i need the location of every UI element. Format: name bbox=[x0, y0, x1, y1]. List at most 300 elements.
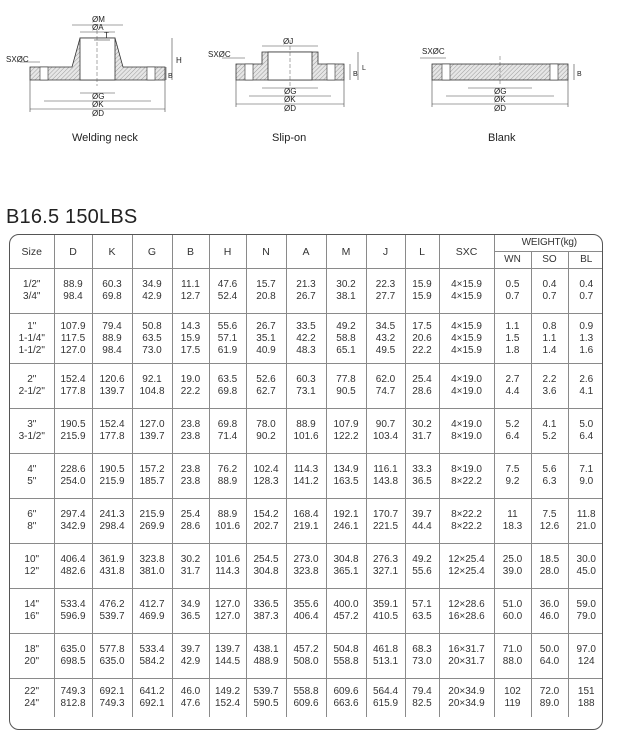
table-cell bbox=[246, 314, 286, 364]
cell-value: 31.7 bbox=[180, 566, 201, 577]
cell-value: 2.7 bbox=[505, 374, 520, 385]
cell-value: 79.4 bbox=[412, 685, 432, 697]
cell-value: 144.5 bbox=[214, 656, 241, 667]
cell-value: 635.0 bbox=[99, 656, 125, 667]
cell-value: 1-1/4" bbox=[18, 332, 45, 344]
table-cell bbox=[568, 269, 603, 314]
blank-drawing bbox=[420, 47, 582, 113]
cell-value: 5.2 bbox=[542, 431, 557, 442]
cell-value: 103.4 bbox=[372, 431, 399, 442]
cell-value: 609.6 bbox=[333, 685, 359, 697]
cell-value: 4×19.0 bbox=[451, 374, 482, 385]
table-cell bbox=[494, 314, 531, 364]
cell-value: 0.7 bbox=[542, 291, 557, 302]
table-cell bbox=[326, 679, 366, 717]
cell-value: 323.8 bbox=[293, 566, 319, 577]
cell-value: 16×28.6 bbox=[448, 611, 485, 622]
cell-value: 22.2 bbox=[180, 386, 201, 397]
table-cell bbox=[54, 269, 92, 314]
table-cell bbox=[531, 634, 568, 679]
cell-value: 7.5 bbox=[542, 509, 557, 520]
size-cell bbox=[10, 499, 54, 544]
cell-value: 609.6 bbox=[293, 697, 319, 709]
cell-value: 43.2 bbox=[375, 332, 396, 344]
table-cell bbox=[92, 499, 132, 544]
table-cell bbox=[92, 454, 132, 499]
table-cell bbox=[366, 634, 405, 679]
table-cell bbox=[54, 544, 92, 589]
table-cell bbox=[439, 679, 494, 717]
welding-neck-caption: Welding neck bbox=[72, 132, 138, 144]
cell-value: 36.0 bbox=[539, 599, 560, 610]
table-cell bbox=[172, 679, 209, 717]
cell-value: 2-1/2" bbox=[18, 386, 45, 397]
table-row bbox=[10, 269, 603, 314]
bl-label-b: B bbox=[577, 71, 582, 78]
cell-value: 192.1 bbox=[333, 509, 359, 520]
cell-value: 5.6 bbox=[542, 464, 557, 475]
table-cell bbox=[246, 269, 286, 314]
cell-value: 139.7 bbox=[214, 644, 241, 655]
cell-value: 22.3 bbox=[375, 279, 396, 290]
table-cell bbox=[246, 409, 286, 454]
cell-value: 5.0 bbox=[579, 419, 594, 430]
cell-value: 215.9 bbox=[60, 431, 86, 442]
table-cell bbox=[172, 269, 209, 314]
cell-value: 1.4 bbox=[542, 344, 557, 356]
table-cell bbox=[531, 314, 568, 364]
table-cell bbox=[405, 269, 439, 314]
table-cell bbox=[326, 634, 366, 679]
cell-value: 0.9 bbox=[579, 320, 594, 332]
cell-value: 73.1 bbox=[296, 386, 316, 397]
cell-value: 63.5 bbox=[217, 374, 238, 385]
cell-value: 72.0 bbox=[539, 685, 560, 697]
cell-value: 2.6 bbox=[579, 374, 594, 385]
cell-value: 4×19.0 bbox=[451, 386, 482, 397]
table-cell bbox=[326, 544, 366, 589]
cell-value: 104.8 bbox=[139, 386, 165, 397]
cell-value: 52.6 bbox=[256, 374, 276, 385]
cell-value: 63.5 bbox=[412, 611, 432, 622]
so-label-k: ØK bbox=[284, 95, 296, 104]
table-cell bbox=[132, 634, 172, 679]
cell-value: 381.0 bbox=[139, 566, 165, 577]
cell-value: 359.1 bbox=[372, 599, 399, 610]
cell-value: 101.6 bbox=[293, 431, 319, 442]
column-header: H bbox=[209, 235, 246, 269]
cell-value: 269.9 bbox=[139, 521, 165, 532]
cell-value: 20.8 bbox=[256, 291, 276, 302]
table-cell bbox=[366, 314, 405, 364]
cell-value: 564.4 bbox=[372, 685, 399, 697]
table-cell bbox=[531, 454, 568, 499]
table-cell bbox=[172, 409, 209, 454]
cell-value: 336.5 bbox=[253, 599, 279, 610]
cell-value: 1-1/2" bbox=[18, 344, 45, 356]
cell-value: 79.4 bbox=[102, 320, 122, 332]
table-cell bbox=[246, 364, 286, 409]
cell-value: 8×22.2 bbox=[451, 509, 482, 520]
cell-value: 45.0 bbox=[576, 566, 596, 577]
table-cell bbox=[92, 544, 132, 589]
cell-value: 15.9 bbox=[180, 332, 201, 344]
cell-value: 34.9 bbox=[180, 599, 201, 610]
cell-value: 23.8 bbox=[180, 419, 201, 430]
cell-value: 361.9 bbox=[99, 554, 125, 565]
table-cell bbox=[405, 364, 439, 409]
cell-value: 1.1 bbox=[505, 320, 520, 332]
table-cell bbox=[286, 314, 326, 364]
size-cell bbox=[10, 409, 54, 454]
cell-value: 177.8 bbox=[60, 386, 86, 397]
cell-value: 4×19.0 bbox=[451, 419, 482, 430]
cell-value: 102.4 bbox=[253, 464, 279, 475]
cell-value: 16" bbox=[24, 611, 40, 622]
cell-value: 4×15.9 bbox=[451, 332, 482, 344]
slip-on-drawing bbox=[208, 37, 366, 113]
size-cell bbox=[10, 364, 54, 409]
table-cell bbox=[494, 454, 531, 499]
table-cell bbox=[132, 409, 172, 454]
table-cell bbox=[326, 499, 366, 544]
cell-value: 65.1 bbox=[336, 344, 356, 356]
table-cell bbox=[405, 589, 439, 634]
cell-value: 88.9 bbox=[217, 476, 238, 487]
cell-value: 42.2 bbox=[296, 332, 316, 344]
cell-value: 1.3 bbox=[579, 332, 594, 344]
table-row bbox=[10, 314, 603, 364]
cell-value: 28.0 bbox=[539, 566, 560, 577]
cell-value: 71.0 bbox=[502, 644, 523, 655]
cell-value: 663.6 bbox=[333, 697, 359, 709]
cell-value: 190.5 bbox=[60, 419, 86, 430]
cell-value: 8" bbox=[27, 521, 37, 532]
cell-value: 254.0 bbox=[60, 476, 86, 487]
cell-value: 20.6 bbox=[412, 332, 432, 344]
column-header: K bbox=[92, 235, 132, 269]
cell-value: 4×15.9 bbox=[451, 320, 482, 332]
wn-label-m: ØM bbox=[92, 15, 105, 24]
column-header: Size bbox=[10, 235, 54, 269]
cell-value: 114.3 bbox=[215, 566, 240, 577]
cell-value: 17.5 bbox=[412, 320, 432, 332]
table-cell bbox=[494, 634, 531, 679]
weight-subheader: SO bbox=[531, 252, 568, 269]
table-cell bbox=[494, 544, 531, 589]
cell-value: 36.5 bbox=[180, 611, 201, 622]
table-cell bbox=[286, 679, 326, 717]
size-cell bbox=[10, 454, 54, 499]
wn-label-a: ØA bbox=[92, 23, 104, 32]
cell-value: 92.1 bbox=[142, 374, 162, 385]
cell-value: 168.4 bbox=[293, 509, 319, 520]
cell-value: 101.6 bbox=[214, 521, 241, 532]
cell-value: 412.7 bbox=[139, 599, 165, 610]
cell-value: 116.1 bbox=[373, 464, 398, 475]
table-cell bbox=[326, 314, 366, 364]
cell-value: 34.5 bbox=[375, 320, 396, 332]
so-label-l: L bbox=[362, 65, 366, 72]
cell-value: 202.7 bbox=[253, 521, 279, 532]
table-cell bbox=[92, 269, 132, 314]
cell-value: 143.8 bbox=[372, 476, 399, 487]
column-header: D bbox=[54, 235, 92, 269]
cell-value: 410.5 bbox=[372, 611, 399, 622]
cell-value: 10" bbox=[24, 554, 40, 565]
table-cell bbox=[405, 314, 439, 364]
cell-value: 254.5 bbox=[253, 554, 279, 565]
table-cell bbox=[405, 409, 439, 454]
table-cell bbox=[568, 634, 603, 679]
table-cell bbox=[326, 364, 366, 409]
cell-value: 141.2 bbox=[293, 476, 319, 487]
cell-value: 88.9 bbox=[102, 332, 122, 344]
cell-value: 58.8 bbox=[336, 332, 356, 344]
table-cell bbox=[172, 454, 209, 499]
table-cell bbox=[92, 364, 132, 409]
cell-value: 406.4 bbox=[60, 554, 86, 565]
cell-value: 23.8 bbox=[180, 476, 201, 487]
table-cell bbox=[209, 634, 246, 679]
bl-label-d: ØD bbox=[494, 104, 506, 113]
cell-value: 2" bbox=[27, 374, 37, 385]
table-cell bbox=[209, 364, 246, 409]
so-label-sxc: SXØC bbox=[208, 50, 231, 59]
table-cell bbox=[172, 589, 209, 634]
cell-value: 0.7 bbox=[505, 291, 520, 302]
cell-value: 60.3 bbox=[296, 374, 316, 385]
cell-value: 812.8 bbox=[60, 697, 86, 709]
so-label-d: ØD bbox=[284, 104, 296, 113]
cell-value: 107.9 bbox=[333, 419, 359, 430]
cell-value: 88.9 bbox=[217, 509, 238, 520]
cell-value: 400.0 bbox=[333, 599, 359, 610]
cell-value: 42.9 bbox=[142, 291, 162, 302]
cell-value: 276.3 bbox=[372, 554, 399, 565]
cell-value: 558.8 bbox=[333, 656, 359, 667]
cell-value: 46.0 bbox=[539, 611, 560, 622]
size-cell bbox=[10, 544, 54, 589]
so-label-b: B bbox=[353, 71, 358, 78]
table-cell bbox=[494, 499, 531, 544]
cell-value: 98.4 bbox=[102, 344, 122, 356]
cell-value: 185.7 bbox=[139, 476, 165, 487]
cell-value: 488.9 bbox=[253, 656, 279, 667]
cell-value: 533.4 bbox=[60, 599, 86, 610]
cell-value: 152.4 bbox=[99, 419, 125, 430]
cell-value: 128.3 bbox=[253, 476, 279, 487]
cell-value: 73.0 bbox=[142, 344, 162, 356]
cell-value: 513.1 bbox=[372, 656, 399, 667]
cell-value: 22" bbox=[24, 685, 40, 697]
cell-value: 4.1 bbox=[542, 419, 557, 430]
table-cell bbox=[494, 364, 531, 409]
table-cell bbox=[439, 499, 494, 544]
cell-value: 28.6 bbox=[412, 386, 432, 397]
table-cell bbox=[439, 409, 494, 454]
cell-value: 1/2" bbox=[23, 279, 41, 290]
cell-value: 749.3 bbox=[60, 685, 86, 697]
table-cell bbox=[92, 634, 132, 679]
cell-value: 122.2 bbox=[333, 431, 359, 442]
cell-value: 304.8 bbox=[333, 554, 359, 565]
table-cell bbox=[54, 364, 92, 409]
cell-value: 387.3 bbox=[253, 611, 279, 622]
cell-value: 590.5 bbox=[253, 697, 279, 709]
table-cell bbox=[568, 679, 603, 717]
cell-value: 49.2 bbox=[336, 320, 356, 332]
table-cell bbox=[531, 269, 568, 314]
cell-value: 47.6 bbox=[217, 279, 238, 290]
cell-value: 62.0 bbox=[375, 374, 396, 385]
table-cell bbox=[286, 499, 326, 544]
cell-value: 40.9 bbox=[256, 344, 276, 356]
table-cell bbox=[405, 679, 439, 717]
table-cell bbox=[246, 634, 286, 679]
cell-value: 7.1 bbox=[579, 464, 594, 475]
table-cell bbox=[54, 634, 92, 679]
size-cell bbox=[10, 679, 54, 717]
table-cell bbox=[54, 409, 92, 454]
table-cell bbox=[531, 679, 568, 717]
cell-value: 74.7 bbox=[375, 386, 396, 397]
cell-value: 25.4 bbox=[180, 509, 201, 520]
table-cell bbox=[209, 409, 246, 454]
table-cell bbox=[92, 409, 132, 454]
cell-value: 190.5 bbox=[99, 464, 125, 475]
cell-value: 57.1 bbox=[217, 332, 238, 344]
cell-value: 127.0 bbox=[139, 419, 165, 430]
so-label-j: ØJ bbox=[283, 37, 294, 46]
cell-value: 34.9 bbox=[142, 279, 162, 290]
cell-value: 88.0 bbox=[502, 656, 523, 667]
cell-value: 692.1 bbox=[99, 685, 125, 697]
table-cell bbox=[405, 634, 439, 679]
cell-value: 60.0 bbox=[502, 611, 523, 622]
bl-label-k: ØK bbox=[494, 95, 506, 104]
cell-value: 476.2 bbox=[99, 599, 125, 610]
size-cell bbox=[10, 269, 54, 314]
cell-value: 88.9 bbox=[63, 279, 83, 290]
cell-value: 1.5 bbox=[505, 332, 520, 344]
cell-value: 127.0 bbox=[60, 344, 86, 356]
cell-value: 39.7 bbox=[180, 644, 201, 655]
table-cell bbox=[531, 499, 568, 544]
table-cell bbox=[494, 589, 531, 634]
table-cell bbox=[439, 589, 494, 634]
cell-value: 698.5 bbox=[60, 656, 86, 667]
cell-value: 89.0 bbox=[539, 697, 560, 709]
cell-value: 15.9 bbox=[412, 279, 432, 290]
cell-value: 35.1 bbox=[256, 332, 276, 344]
cell-value: 8×19.0 bbox=[451, 431, 482, 442]
cell-value: 127.0 bbox=[214, 599, 241, 610]
cell-value: 1.1 bbox=[542, 332, 557, 344]
column-header: A bbox=[286, 235, 326, 269]
cell-value: 12×25.4 bbox=[448, 566, 485, 577]
cell-value: 69.8 bbox=[102, 291, 122, 302]
cell-value: 0.8 bbox=[542, 320, 557, 332]
cell-value: 63.5 bbox=[142, 332, 162, 344]
cell-value: 188 bbox=[577, 697, 595, 709]
table-cell bbox=[439, 269, 494, 314]
bl-label-g: ØG bbox=[494, 87, 507, 96]
cell-value: 30.2 bbox=[412, 419, 432, 430]
cell-value: 152.4 bbox=[60, 374, 86, 385]
blank-caption: Blank bbox=[488, 132, 516, 144]
table-cell bbox=[132, 499, 172, 544]
cell-value: 6.4 bbox=[505, 431, 520, 442]
table-cell bbox=[92, 679, 132, 717]
bl-label-sxc: SXØC bbox=[422, 47, 445, 56]
table-cell bbox=[54, 679, 92, 717]
table-cell bbox=[286, 409, 326, 454]
table-cell bbox=[366, 679, 405, 717]
table-cell bbox=[132, 679, 172, 717]
cell-value: 55.6 bbox=[217, 320, 238, 332]
cell-value: 635.0 bbox=[60, 644, 86, 655]
cell-value: 6.3 bbox=[542, 476, 557, 487]
cell-value: 23.8 bbox=[180, 464, 201, 475]
table-cell bbox=[531, 544, 568, 589]
wn-label-k: ØK bbox=[92, 100, 104, 109]
cell-value: 692.1 bbox=[139, 697, 165, 709]
cell-value: 39.7 bbox=[412, 509, 432, 520]
table-cell bbox=[439, 364, 494, 409]
cell-value: 6.4 bbox=[579, 431, 594, 442]
cell-value: 90.2 bbox=[256, 431, 276, 442]
cell-value: 457.2 bbox=[333, 611, 359, 622]
table-cell bbox=[246, 589, 286, 634]
cell-value: 0.7 bbox=[579, 291, 594, 302]
cell-value: 508.0 bbox=[293, 656, 319, 667]
cell-value: 82.5 bbox=[412, 697, 432, 709]
cell-value: 38.1 bbox=[336, 291, 356, 302]
table-cell bbox=[54, 499, 92, 544]
wn-label-b: B bbox=[168, 73, 173, 80]
cell-value: 4.4 bbox=[505, 386, 520, 397]
cell-value: 36.5 bbox=[412, 476, 432, 487]
cell-value: 68.3 bbox=[412, 644, 432, 655]
cell-value: 88.9 bbox=[296, 419, 316, 430]
cell-value: 18.3 bbox=[502, 521, 523, 532]
cell-value: 215.9 bbox=[139, 509, 165, 520]
table-cell bbox=[326, 454, 366, 499]
table-cell bbox=[326, 409, 366, 454]
cell-value: 1" bbox=[27, 320, 37, 332]
cell-value: 5.2 bbox=[505, 419, 520, 430]
cell-value: 14" bbox=[24, 599, 40, 610]
cell-value: 57.1 bbox=[412, 599, 432, 610]
table-cell bbox=[286, 544, 326, 589]
table-row bbox=[10, 364, 603, 409]
cell-value: 44.4 bbox=[412, 521, 432, 532]
cell-value: 49.5 bbox=[375, 344, 396, 356]
table-cell bbox=[568, 409, 603, 454]
table-cell bbox=[172, 314, 209, 364]
column-header: N bbox=[246, 235, 286, 269]
column-header: B bbox=[172, 235, 209, 269]
table-cell bbox=[92, 589, 132, 634]
table-cell bbox=[286, 589, 326, 634]
cell-value: 51.0 bbox=[502, 599, 523, 610]
table-cell bbox=[439, 314, 494, 364]
cell-value: 461.8 bbox=[372, 644, 399, 655]
cell-value: 641.2 bbox=[139, 685, 165, 697]
cell-value: 469.9 bbox=[139, 611, 165, 622]
cell-value: 69.8 bbox=[217, 386, 238, 397]
